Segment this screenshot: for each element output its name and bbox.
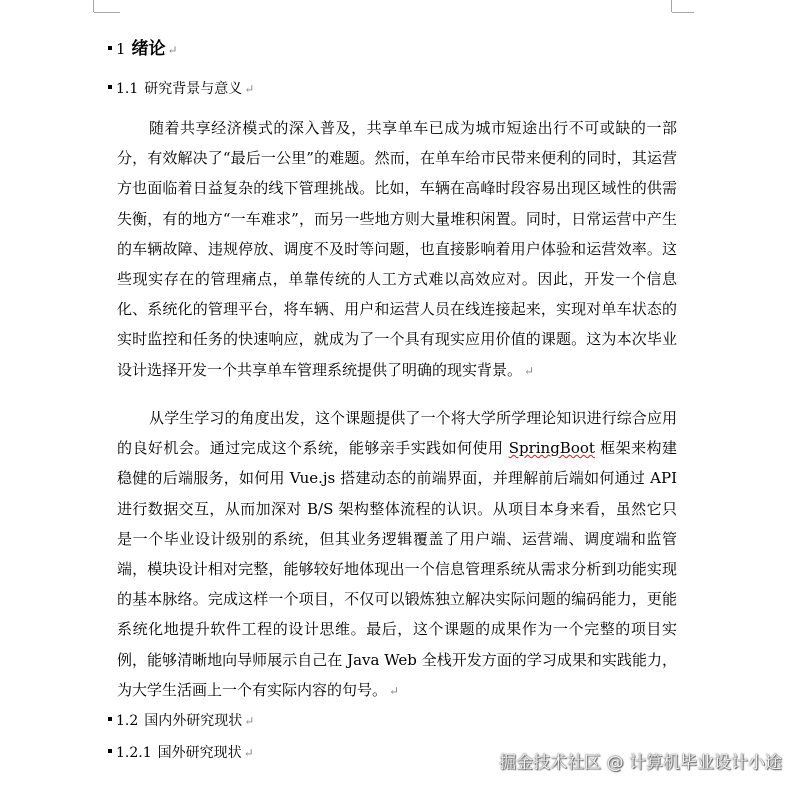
paragraph-bullet-icon bbox=[108, 717, 112, 721]
heading-number: 1.2 bbox=[116, 713, 139, 729]
paragraph-mark-icon: ↵ bbox=[524, 363, 535, 378]
crop-mark bbox=[94, 12, 120, 13]
heading-number: 1.2.1 bbox=[116, 745, 152, 761]
paragraph-bullet-icon bbox=[108, 46, 112, 50]
heading-text: 绪论 bbox=[131, 39, 166, 59]
heading-number: 1.1 bbox=[116, 81, 139, 97]
heading-chapter-1[interactable] bbox=[108, 34, 178, 59]
heading-section-1-2[interactable] bbox=[108, 710, 254, 730]
body-paragraph-significance[interactable] bbox=[117, 403, 677, 706]
crop-mark bbox=[671, 0, 672, 12]
crop-mark bbox=[672, 12, 694, 13]
paragraph-bullet-icon bbox=[108, 85, 112, 89]
heading-section-1-1[interactable] bbox=[108, 78, 254, 98]
heading-section-1-2-1[interactable] bbox=[108, 742, 254, 762]
body-paragraph-background[interactable] bbox=[117, 113, 677, 386]
paragraph-bullet-icon bbox=[108, 749, 112, 753]
paragraph-mark-icon: ↵ bbox=[167, 43, 178, 57]
paragraph-mark-icon: ↵ bbox=[244, 714, 255, 728]
paragraph-mark-icon: ↵ bbox=[243, 746, 254, 760]
heading-text: 国内外研究现状 bbox=[144, 713, 243, 729]
crop-mark bbox=[93, 0, 94, 12]
paragraph-text: 随着共享经济模式的深入普及，共享单车已成为城市短途出行不可或缺的一部分，有效解决了“最后一公里”的难题。然而，在单车给市民带来便利的同时，其运营方也面临着日益复杂的线下管理挑战。比如，车辆在高峰时段容易出现区域性的供需失衡，有的地方“一车难求”，而另一些地方则大量堆积闲置。同时，日常运营中产生的车辆故障、违规停放、调度不及时等问题，也直接影响着用户体验和运营效率。这些现实存在的管理痛点，单靠传统的人工方式难以高效应对。因此，开发一个信息化、系统化的管理平台，将车辆、用户和运营人员在线连接起来，实现对单车状态的实时监控和任务的快速响应，就成为了一个具有现实应用价值的课题。这为本次毕业设计选择开发一个共享单车管理系统提供了明确的现实背景。 bbox=[117, 119, 677, 379]
paragraph-text: 框架来构建稳健的后端服务，如何用 Vue.js 搭建动态的前端界面，并理解前后端如何通过 API 进行数据交互，从而加深对 B/S 架构整体流程的认识。从项目本身来看，虽然它只是一个毕业设计级别的系统，但其业务逻辑覆盖了用户端、运营端、调度端和监管端，模块设计相对完整，能够较好地体现出一个信息管理系统从需求分析到功能实现的基本脉络。完成这样一个项目，不仅可以锻炼独立解决实际问题的编码能力，更能系统化地提升软件工程的设计思维。最后，这个课题的成果作为一个完整的项目实例，能够清晰地向导师展示自己在 Java Web 全栈开发方面的学习成果和实践能力，为大学生活画上一个有实际内容的句号。 bbox=[117, 439, 677, 699]
paragraph-text: 从学生学习的角度出发，这个课题提供了一个将大学所学理论知识进行综合应用的良好机会。通过完成这个系统，能够亲手实践如何使用 bbox=[117, 409, 677, 458]
paragraph-mark-icon: ↵ bbox=[244, 82, 255, 96]
spellcheck-underlined-word[interactable]: SpringBoot bbox=[508, 439, 595, 458]
paragraph-mark-icon: ↵ bbox=[389, 683, 400, 698]
watermark: 掘金技术社区 @ 计算机毕业设计小途 bbox=[499, 753, 782, 773]
heading-number: 1 bbox=[116, 40, 126, 58]
heading-text: 研究背景与意义 bbox=[144, 81, 243, 97]
heading-text: 国外研究现状 bbox=[157, 745, 242, 761]
